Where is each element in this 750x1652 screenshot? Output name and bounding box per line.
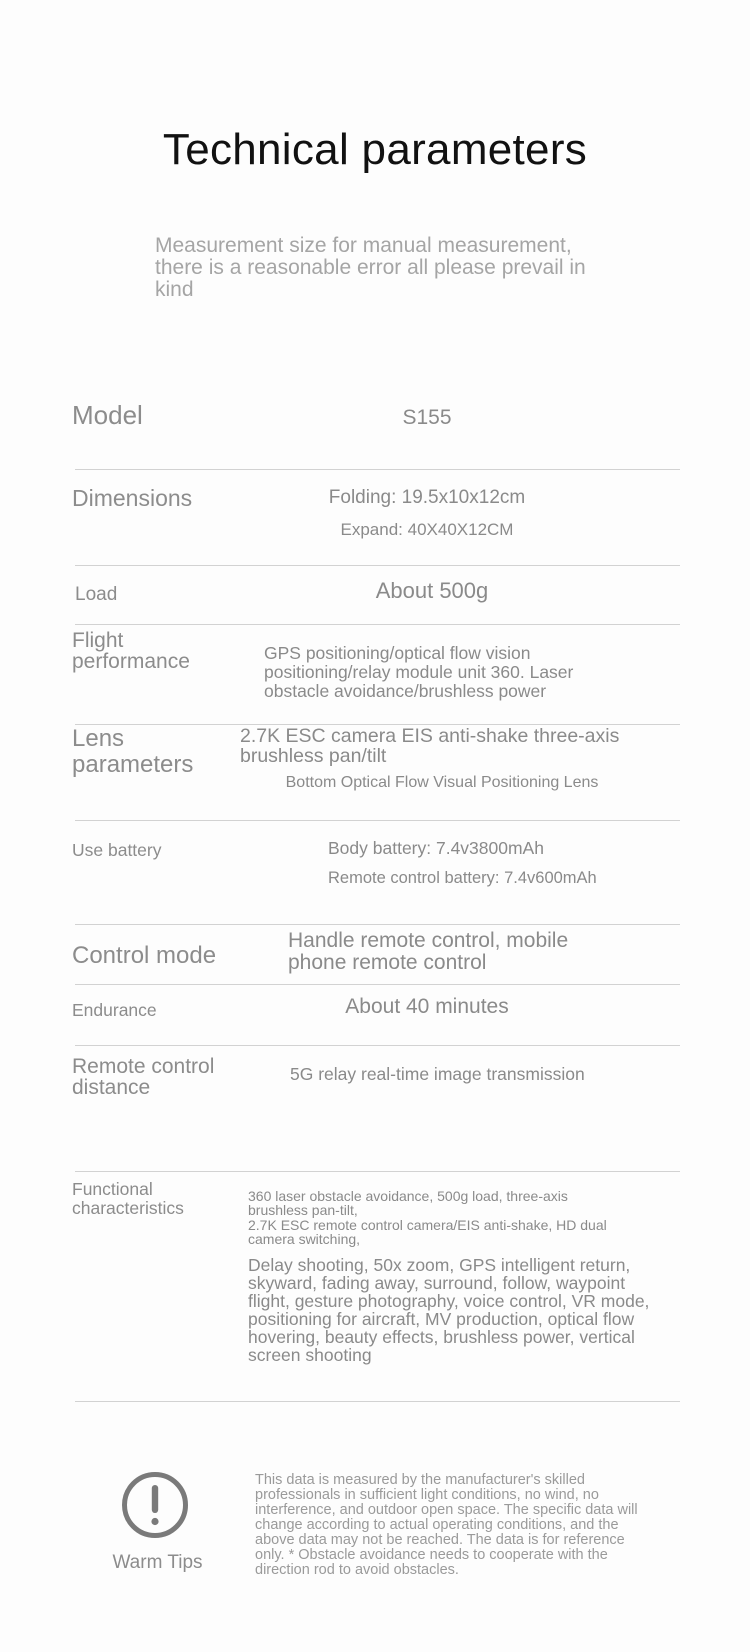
- spec-value: S155: [402, 406, 452, 429]
- spec-value: 5G relay real-time image transmission: [290, 1064, 585, 1084]
- warm-tips-label: Warm Tips: [112, 1552, 203, 1573]
- divider: [75, 469, 680, 470]
- divider: [75, 565, 680, 566]
- spec-value: Remote control battery: 7.4v600mAh: [328, 869, 597, 887]
- spec-value: Expand: 40X40X12CM: [340, 520, 514, 539]
- spec-value: Folding: 19.5x10x12cm: [328, 487, 526, 508]
- spec-label: Endurance: [72, 1000, 157, 1020]
- divider: [75, 984, 680, 985]
- spec-label: Functional characteristics: [72, 1179, 184, 1218]
- spec-value: GPS positioning/optical flow vision positioning/relay module unit 360. Laser obstacle avoidance/brushless power: [264, 643, 574, 701]
- divider: [75, 924, 680, 925]
- spec-value: 2.7K ESC remote control camera/EIS anti-shake, HD dual camera switching,: [248, 1217, 607, 1247]
- spec-label: Remote control distance: [72, 1055, 215, 1099]
- spec-value: Bottom Optical Flow Visual Positioning Lens: [285, 774, 599, 791]
- divider: [75, 624, 680, 625]
- spec-label: Control mode: [72, 942, 217, 969]
- spec-label: Lens parameters: [72, 725, 194, 778]
- page-subtitle: Measurement size for manual measurement, there is a reasonable error all please prevail in kind: [155, 234, 586, 301]
- divider: [75, 820, 680, 821]
- spec-label: Use battery: [72, 840, 162, 860]
- spec-label: Load: [75, 584, 118, 605]
- exclamation-circle-icon: [122, 1472, 188, 1538]
- spec-value: Handle remote control, mobile phone remote control: [288, 929, 569, 974]
- spec-label: Dimensions: [72, 485, 193, 511]
- spec-value: About 40 minutes: [345, 995, 509, 1018]
- page-title: Technical parameters: [162, 125, 588, 174]
- spec-label: Model: [72, 400, 143, 430]
- spec-value: Delay shooting, 50x zoom, GPS intelligent return, skyward, fading away, surround, follow, waypoint flight, gesture photography, voice control, VR mode, positioning for aircraft, MV production, optical flow hovering, beauty effects, brushless power, vertical screen shooting: [248, 1255, 650, 1365]
- spec-value: Body battery: 7.4v3800mAh: [328, 838, 544, 858]
- divider: [75, 1045, 680, 1046]
- spec-value: 2.7K ESC camera EIS anti-shake three-axis brushless pan/tilt: [240, 725, 620, 767]
- spec-value: About 500g: [375, 578, 489, 603]
- divider: [75, 1171, 680, 1172]
- warm-tips-text: This data is measured by the manufacturer's skilled professionals in sufficient light conditions, no wind, no interference, and outdoor open space. The specific data will change according to actual operating conditions, and the above data may not be reached. The data is for reference only. * Obstacle avoidance needs to cooperate with the direction rod to avoid obstacles.: [255, 1472, 638, 1578]
- spec-value: 360 laser obstacle avoidance, 500g load, three-axis brushless pan-tilt,: [248, 1188, 568, 1218]
- divider: [75, 1401, 680, 1402]
- spec-label: Flight performance: [72, 629, 190, 673]
